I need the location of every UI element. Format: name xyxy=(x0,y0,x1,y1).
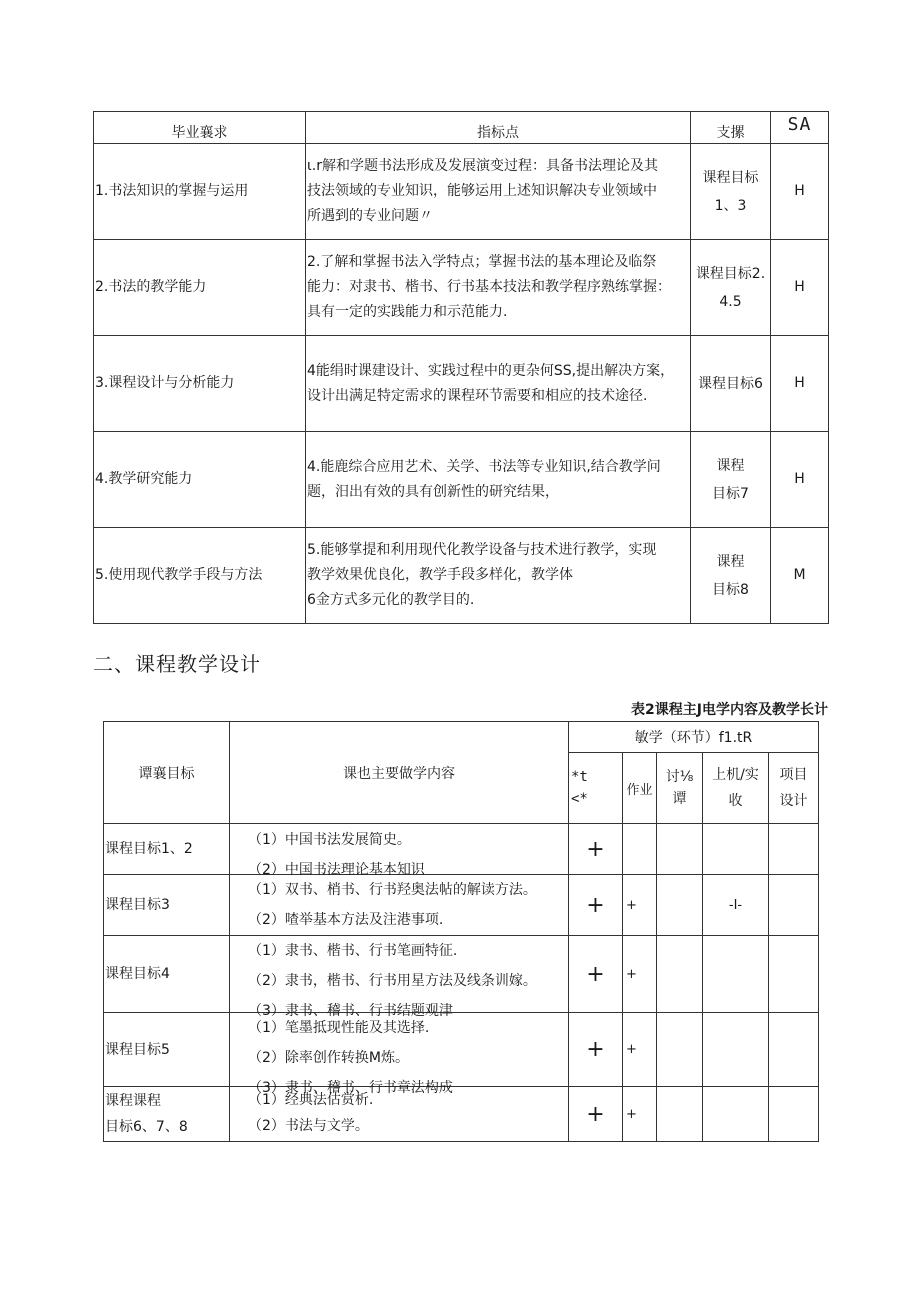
table-row xyxy=(94,336,829,432)
project-mark xyxy=(769,875,819,936)
support-cell xyxy=(691,144,771,240)
header-lab xyxy=(703,753,769,824)
header-line: *t xyxy=(571,769,588,785)
content-line: （2）除率创作转换M炼。 xyxy=(248,1050,409,1066)
header-level: SA xyxy=(771,112,829,144)
homework-mark: + xyxy=(623,936,657,1013)
section-title: 二、课程教学设计 xyxy=(93,652,261,676)
support-line: 4.5 xyxy=(719,293,742,310)
indicator-line: 6金方式多元化的教学目的. xyxy=(307,592,475,608)
content-cell xyxy=(230,824,569,878)
goal-line: 课程目标4 xyxy=(105,966,170,982)
indicator-line: 4能绢时课建设计、实践过程中的更杂何SS,提出解决方案， xyxy=(307,362,675,379)
header-line: 上机/实 xyxy=(712,767,759,783)
content-line: （2）喳举基本方法及注港事项. xyxy=(248,912,444,928)
support-cell xyxy=(691,240,771,336)
table2-caption: 表2课程主J电学内容及教学长计 xyxy=(631,702,828,718)
goal-cell xyxy=(104,824,230,875)
indicator-line: 技法领域的专业知识，能够运用上述知识解决专业领域中 xyxy=(307,183,657,199)
header-homework: 作业 xyxy=(623,753,657,824)
support-cell xyxy=(691,432,771,528)
indicator-line: 2.了解和掌握书法入学特点；掌握书法的基本理论及临祭 xyxy=(307,254,657,270)
lab-mark xyxy=(703,824,769,875)
goal-cell xyxy=(104,1013,230,1087)
support-line: 1、3 xyxy=(714,197,747,214)
homework-mark: + xyxy=(623,875,657,936)
support-line: 目标7 xyxy=(712,485,749,502)
level-cell: M xyxy=(771,528,829,624)
requirement-cell: 2.书法的教学能力 xyxy=(94,240,306,336)
course-design-table xyxy=(103,721,819,1142)
goal-cell xyxy=(104,936,230,1013)
indicator-cell xyxy=(306,528,691,624)
homework-mark: + xyxy=(623,1013,657,1087)
support-line: 课程目标6 xyxy=(698,375,763,392)
table-row xyxy=(94,528,829,624)
table-row xyxy=(104,1013,819,1087)
indicator-line: 所遇到的专业问题〃 xyxy=(307,208,433,224)
content-cell xyxy=(230,875,569,936)
goal-line: 课程课程 xyxy=(105,1093,161,1109)
content-line: （1）经典法估赏析. xyxy=(248,1092,374,1108)
header-line: 谭 xyxy=(672,791,687,807)
support-line: 目标8 xyxy=(712,581,749,598)
lab-mark xyxy=(703,936,769,1013)
goal-line: 课程目标3 xyxy=(105,897,170,913)
indicator-line: 4.能鹿综合应用艺术、关学、书法等专业知识,结合教学问 xyxy=(307,458,661,475)
indicator-line: 具有一定的实践能力和示范能力. xyxy=(307,304,508,320)
content-cell xyxy=(230,1013,569,1096)
indicator-line: ι.r解和学题书法形成及发展演变过程：具备书法理论及其 xyxy=(307,158,658,174)
table-row xyxy=(104,875,819,936)
project-mark xyxy=(769,1087,819,1142)
content-line: （1）笔墨抵现性能及其选择. xyxy=(248,1020,430,1036)
indicator-cell xyxy=(306,144,691,240)
content-line: （1）中国书法发展简史。 xyxy=(248,832,411,848)
lecture-mark: + xyxy=(569,936,623,1013)
indicator-line: 设计出满足特定需求的课程环节需要和相应的技术途径. xyxy=(307,387,648,404)
header-support: 支摞 xyxy=(691,112,771,144)
header-line: 设计 xyxy=(779,793,808,809)
goal-line: 目标6、7、8 xyxy=(105,1119,188,1135)
table-row xyxy=(94,240,829,336)
requirement-cell: 3.课程设计与分析能力 xyxy=(94,336,306,432)
indicator-cell xyxy=(306,432,691,528)
lecture-mark: + xyxy=(569,824,623,875)
header-line: 讨⅛ xyxy=(665,769,694,785)
homework-mark xyxy=(623,824,657,875)
goal-cell xyxy=(104,875,230,936)
content-line: （2）书法与文学。 xyxy=(248,1118,369,1134)
goal-cell xyxy=(104,1087,230,1142)
table2-header-row xyxy=(104,722,819,753)
graduation-requirements-table xyxy=(93,111,829,624)
lab-mark xyxy=(703,1087,769,1142)
indicator-cell xyxy=(306,240,691,336)
discussion-mark xyxy=(657,936,703,1013)
project-mark xyxy=(769,824,819,875)
content-line: （1）隶书、楷书、行书笔画特征. xyxy=(248,943,458,959)
discussion-mark xyxy=(657,1087,703,1142)
support-line: 课程 xyxy=(716,553,745,570)
lab-mark xyxy=(703,1013,769,1087)
support-line: 课程目标2. xyxy=(695,265,766,282)
homework-mark: + xyxy=(623,1087,657,1142)
project-mark xyxy=(769,936,819,1013)
table-row xyxy=(94,144,829,240)
discussion-mark xyxy=(657,824,703,875)
content-line: （3）隶书、稽书、行书章法构成 xyxy=(248,1080,453,1096)
requirement-cell: 5.使用现代教学手段与方法 xyxy=(94,528,306,624)
header-line: <* xyxy=(571,791,588,807)
lecture-mark: + xyxy=(569,875,623,936)
lecture-mark: + xyxy=(569,1087,623,1142)
discussion-mark xyxy=(657,1013,703,1087)
content-cell xyxy=(230,936,569,1019)
support-line: 课程 xyxy=(716,457,745,474)
goal-line: 课程目标1、2 xyxy=(105,841,193,857)
table-row xyxy=(104,824,819,875)
level-cell: H xyxy=(771,432,829,528)
support-cell xyxy=(691,528,771,624)
header-line: 项目 xyxy=(779,767,808,783)
discussion-mark xyxy=(657,875,703,936)
header-indicator: 指标点 xyxy=(306,112,691,144)
goal-line: 课程目标5 xyxy=(105,1041,170,1058)
level-cell: H xyxy=(771,240,829,336)
lab-mark: -I- xyxy=(703,875,769,936)
header-project xyxy=(769,753,819,824)
indicator-line: 能力：对隶书、楷书、行书基本技法和教学程序熟练掌握： xyxy=(307,279,671,295)
header-methods: 敏学（环节）f1.tR xyxy=(569,722,819,753)
project-mark xyxy=(769,1013,819,1087)
requirement-cell: 4.教学研究能力 xyxy=(94,432,306,528)
support-cell xyxy=(691,336,771,432)
header-line: 收 xyxy=(728,793,743,809)
indicator-line: 题，汨出有效的具有创新性的研究结果， xyxy=(307,483,559,500)
content-line: （2）隶书，楷书、行书用星方法及线条训嫁。 xyxy=(248,973,537,989)
level-cell: H xyxy=(771,144,829,240)
table-row xyxy=(104,1087,819,1142)
requirement-cell: 1.书法知识的掌握与运用 xyxy=(94,144,306,240)
support-line: 课程目标 xyxy=(702,169,759,186)
table-row xyxy=(94,432,829,528)
indicator-line: 教学效果优良化，教学手段多样化，教学体 xyxy=(307,567,573,583)
indicator-cell xyxy=(306,336,691,432)
level-cell: H xyxy=(771,336,829,432)
lecture-mark: + xyxy=(569,1013,623,1087)
table-row xyxy=(104,936,819,1013)
header-content: 课也主要做学内容 xyxy=(230,722,569,824)
content-line: （1）双书、梢书、行书羟奥法帖的解读方法。 xyxy=(248,882,537,898)
content-line: （2）中国书法理论基本知识 xyxy=(248,862,425,878)
content-line: （3）隶书、稽书、行书结题观津 xyxy=(248,1003,453,1019)
header-discussion xyxy=(657,753,703,824)
indicator-line: 5.能够掌提和利用现代化教学设备与技术进行教学，实现 xyxy=(307,542,657,558)
table1-header-row xyxy=(94,112,829,144)
header-lecture xyxy=(569,753,623,824)
header-goal: 谭襄目标 xyxy=(104,722,230,824)
header-requirement: 毕业襄求 xyxy=(94,112,306,144)
